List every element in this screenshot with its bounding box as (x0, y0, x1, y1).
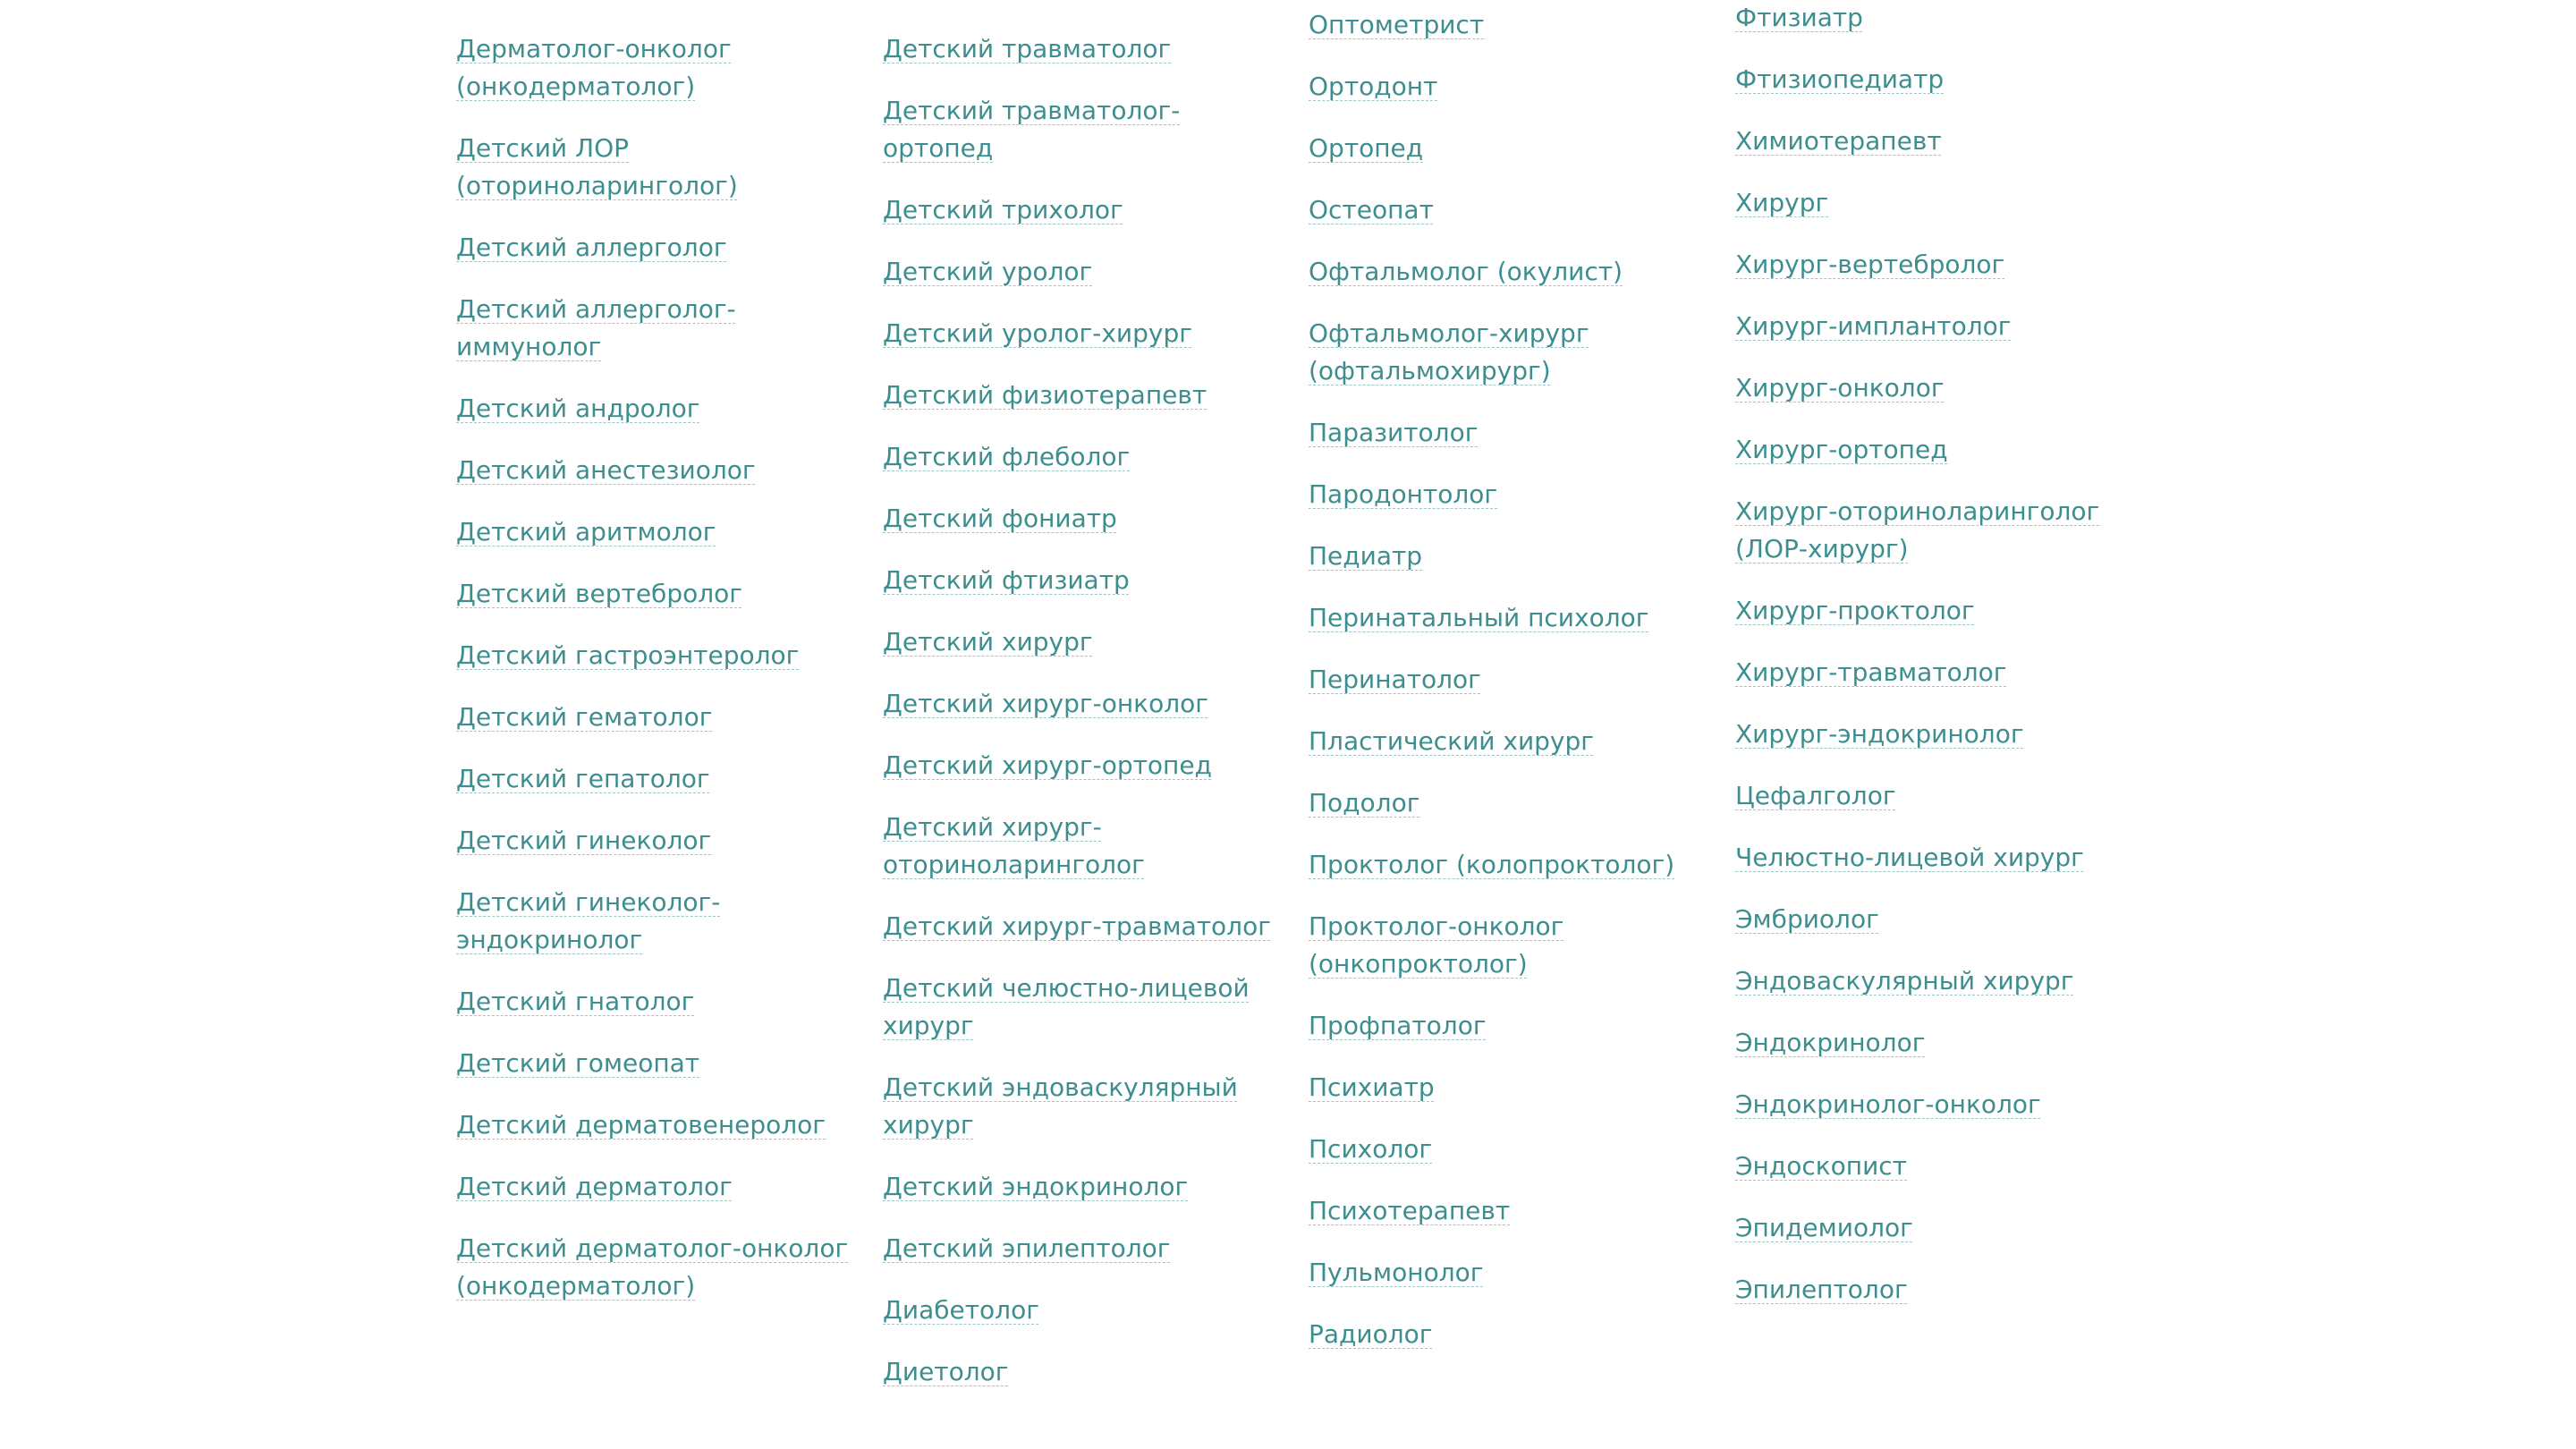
specialty-link[interactable]: Детский вертебролог (456, 579, 742, 608)
specialty-link[interactable]: Хирург-ортопед (1735, 435, 1948, 464)
specialty-link[interactable]: Детский травматолог-ортопед (883, 96, 1181, 163)
specialty-link[interactable]: Эндокринолог (1735, 1028, 1926, 1057)
specialty-link[interactable]: Детский эндокринолог (883, 1172, 1189, 1201)
specialty-link[interactable]: Детский эндоваскулярный хирург (883, 1072, 1238, 1140)
specialty-column-3 (1309, 6, 1702, 1353)
specialty-link[interactable]: Хирург-оториноларинголог (ЛОР-хирург) (1735, 496, 2100, 564)
specialty-link[interactable]: Оптометрист (1309, 10, 1485, 39)
specialty-link[interactable]: Детский трихолог (883, 195, 1123, 225)
specialty-link[interactable]: Профпатолог (1309, 1011, 1487, 1040)
specialty-link[interactable]: Эпидемиолог (1735, 1213, 1913, 1242)
specialty-link[interactable]: Ортодонт (1309, 72, 1438, 101)
specialty-link[interactable]: Детский гематолог (456, 702, 713, 732)
specialty-link[interactable]: Детский хирург-онколог (883, 689, 1208, 718)
specialty-link[interactable]: Детский дерматовенеролог (456, 1110, 826, 1140)
specialty-link[interactable]: Детский уролог (883, 257, 1093, 286)
specialty-link[interactable]: Детский флеболог (883, 442, 1131, 471)
specialty-link[interactable]: Подолог (1309, 788, 1420, 818)
specialty-link[interactable]: Эмбриолог (1735, 904, 1879, 934)
specialty-link[interactable]: Хирург-проктолог (1735, 596, 1975, 625)
specialty-link[interactable]: Офтальмолог (окулист) (1309, 257, 1623, 286)
specialty-link[interactable]: Пластический хирург (1309, 726, 1594, 756)
specialty-link[interactable]: Детский уролог-хирург (883, 318, 1192, 348)
specialty-link[interactable]: Детский гомеопат (456, 1048, 700, 1078)
specialty-link[interactable]: Эндоваскулярный хирург (1735, 966, 2074, 996)
specialty-link[interactable]: Детский аритмолог (456, 517, 716, 547)
specialty-link[interactable]: Детский дерматолог-онколог (онкодерматолог) (456, 1233, 849, 1301)
specialty-link[interactable]: Эпилептолог (1735, 1275, 1908, 1304)
specialty-link[interactable]: Фтизиопедиатр (1735, 64, 1945, 94)
specialty-link[interactable]: Детский эпилептолог (883, 1233, 1171, 1263)
specialty-link[interactable]: Диабетолог (883, 1295, 1039, 1325)
specialty-link[interactable]: Детский гинеколог (456, 826, 712, 855)
specialty-link[interactable]: Перинатальный психолог (1309, 603, 1649, 632)
specialty-link[interactable]: Пульмонолог (1309, 1258, 1484, 1287)
specialty-link[interactable]: Детский хирург-оториноларинголог (883, 812, 1145, 879)
specialty-link[interactable]: Детский хирург-травматолог (883, 911, 1271, 941)
specialty-link[interactable]: Диетолог (883, 1357, 1009, 1386)
specialty-column-1 (456, 30, 850, 1305)
specialty-link[interactable]: Офтальмолог-хирург (офтальмохирург) (1309, 318, 1589, 386)
specialty-link[interactable]: Детский фониатр (883, 504, 1117, 533)
specialty-link[interactable]: Детский ЛОР (оториноларинголог) (456, 133, 738, 200)
specialty-link[interactable]: Цефалголог (1735, 781, 1896, 810)
specialty-link[interactable]: Хирург-эндокринолог (1735, 719, 2024, 749)
specialty-link[interactable]: Дерматолог-онколог (онкодерматолог) (456, 34, 732, 101)
specialty-link[interactable]: Детский гепатолог (456, 764, 710, 793)
specialty-link[interactable]: Пародонтолог (1309, 479, 1498, 509)
specialty-link[interactable]: Детский аллерголог-иммунолог (456, 294, 736, 361)
specialty-link[interactable]: Хирург-травматолог (1735, 657, 2007, 687)
specialty-link[interactable]: Детский дерматолог (456, 1172, 733, 1201)
specialty-link[interactable]: Детский анестезиолог (456, 455, 756, 485)
specialty-column-4 (1735, 0, 2129, 1309)
specialty-link[interactable]: Эндокринолог-онколог (1735, 1089, 2041, 1119)
specialty-link[interactable]: Хирург-вертебролог (1735, 250, 2005, 279)
specialty-link[interactable]: Фтизиатр (1735, 3, 1863, 32)
specialty-link[interactable]: Детский физиотерапевт (883, 380, 1208, 410)
specialty-link[interactable]: Эндоскопист (1735, 1151, 1907, 1181)
specialty-link[interactable]: Детский гастроэнтеролог (456, 640, 800, 670)
specialty-link[interactable]: Остеопат (1309, 195, 1434, 225)
specialty-link[interactable]: Паразитолог (1309, 418, 1479, 447)
specialty-link[interactable]: Психиатр (1309, 1072, 1435, 1102)
specialty-link[interactable]: Проктолог-онколог (онкопроктолог) (1309, 911, 1564, 979)
specialty-link[interactable]: Проктолог (колопроктолог) (1309, 850, 1675, 879)
specialty-link[interactable]: Хирург (1735, 188, 1829, 217)
specialty-link[interactable]: Химиотерапевт (1735, 126, 1942, 156)
specialty-link[interactable]: Детский андролог (456, 394, 700, 423)
specialty-link[interactable]: Детский челюстно-лицевой хирург (883, 973, 1250, 1040)
specialty-link[interactable]: Перинатолог (1309, 665, 1481, 694)
specialty-link[interactable]: Детский аллерголог (456, 233, 727, 262)
specialty-link[interactable]: Хирург-онколог (1735, 373, 1945, 402)
specialty-link[interactable]: Детский травматолог (883, 34, 1172, 64)
specialty-link[interactable]: Челюстно-лицевой хирург (1735, 843, 2084, 872)
specialty-link[interactable]: Детский гинеколог-эндокринолог (456, 887, 721, 954)
specialty-link[interactable]: Детский гнатолог (456, 987, 695, 1016)
specialty-link[interactable]: Психотерапевт (1309, 1196, 1511, 1225)
specialty-link[interactable]: Педиатр (1309, 541, 1423, 571)
specialty-link[interactable]: Ортопед (1309, 133, 1424, 163)
specialty-link[interactable]: Детский хирург (883, 627, 1093, 657)
specialty-link[interactable]: Хирург-имплантолог (1735, 311, 2012, 341)
specialty-link[interactable]: Детский хирург-ортопед (883, 750, 1212, 780)
specialty-link[interactable]: Детский фтизиатр (883, 565, 1130, 595)
specialty-column-2 (883, 30, 1276, 1391)
specialty-link[interactable]: Радиолог (1309, 1319, 1433, 1349)
specialty-link[interactable]: Психолог (1309, 1134, 1433, 1164)
